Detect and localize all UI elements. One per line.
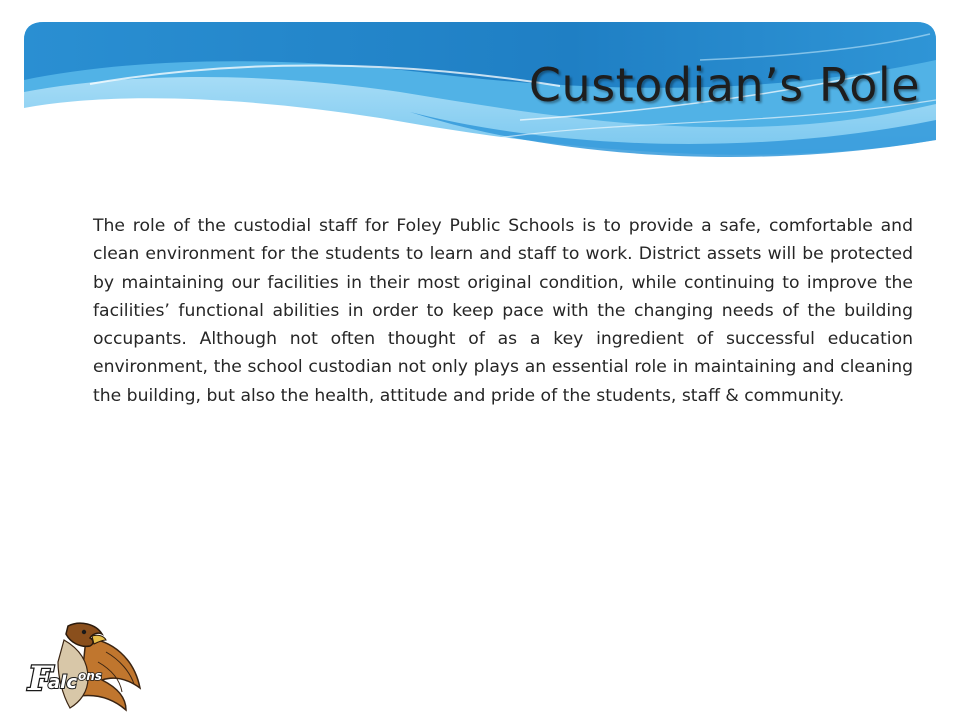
falcon-mascot-icon xyxy=(22,618,144,713)
body-paragraph: The role of the custodial staff for Foley Public Schools is to provide a safe, comfortable and clean environment for the students to learn and staff to work. District assets will be protected by maintaining our facilities in their most original condition, while continuing to improve the facilities’ functional abilities in order to keep pace with the changing needs of the building occupants. Although not often thought of as a key ingredient of successful education environment, the school custodian not only plays an essential role in maintaining and cleaning the building, but also the health, attitude and pride of the students, staff & community. xyxy=(93,216,913,406)
slide-title: Custodian’s Role xyxy=(528,58,920,112)
svg-text:ons: ons xyxy=(78,669,102,683)
svg-text:alc: alc xyxy=(48,672,77,693)
svg-text:F: F xyxy=(28,659,53,699)
